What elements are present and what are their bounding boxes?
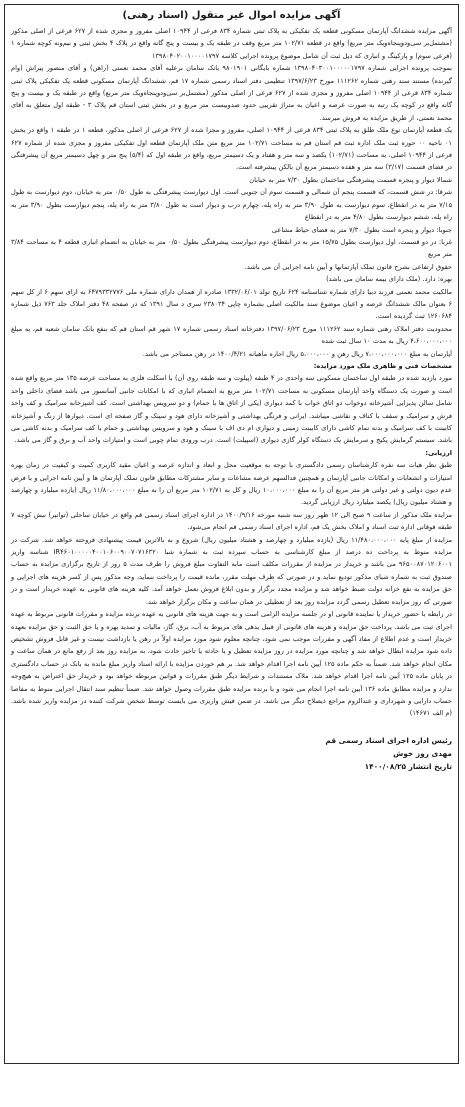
- notice-paragraph: در رابطه با حضور خریدار یا نماینده قانونی او در جلسه مزایده الزامی است و به جهت هزینه های قانونی به عهده برنده مزایده و مقررات قانونی مربوط به عهده اجرای ثبت می باشد. پرداخت حق مزایده و هزینه های قانونی از قبیل بدهی های مربوط به آب، برق، گاز، مالیات و تمدید بهره و یا حق الثبت و حق مزایده بعهده خریدار است و عدم اطلاع از مفاد آگهی و مقررات موجب نمی شود، چنانچه معلوم شود مورد مزایده اولاً در رهن یا بازداشت نیست و غیر قابل فروش تشخیص داده شود مزایده ابطال خواهد شد و چنانچه مورد مزایده در روز مزایده تعطیل و یا حادثه یا تاخیر حادث شود، به مزایده روز بعد از رفع مانع در همان ساعت و مکان انجام خواهد شد. ضمناً به حکم ماده ۱۲۵ آیین نامه اجرا اقدام خواهد شد. بر هم خوردن مزایده با ارائه اسناد واریز مبلغ مانده به بانک در حساب دادگستری در پایان ماده ۱۲۵ آیین نامه اجرا اقدام خواهد شد. ملاک مستندات و شرایط دیگر طبق مقررات و قوانین مربوطه خواهد بود و خریدار حق اعتراض به هیچ‌وجه ندارد و مزایده مطابق ماده ۱۳۶ آیین نامه اجرا انجام می شود و با برنده مزایده طبق مقررات وصول خواهد شد. ضمناً تنظیم سند انتقال اجرایی منوط به مفاصا حساب دارایی و شهرداری و عندالزوم مراجع ذیصلاح دیگر می باشد. در ضمن فیش واریزی می بایست توسط شخص شرکت کننده در مزایده واریز شده باشد. (م الف ۱۴۶۷۱): [11, 610, 452, 718]
- notice-paragraph: آپارتمان به مبلغ ۷،۰۰۰،۰۰۰،۰۰۰ ریال رهن و ۵،۰۰۰،۰۰۰ ریال اجاره ماهیانه ۱۴۰۰/۴/۲۱ در رهن مستاجر می باشد.: [142, 349, 452, 358]
- notice-paragraph: شمالا دیوار و پنجره قسمت پیشرفتگی ساختمان بطول ۷/۳۰ متر به خیابان: [249, 175, 452, 184]
- publication-date: تاریخ انتشار ۱۴۰۰/۰۸/۲۵: [364, 761, 452, 771]
- notice-paragraph: مالکیت محمد نعمتی فرزند دبیا دارای شماره شناسنامه ۶۲۴ تاریخ تولد ۱۳۳۲/۰۶/۰۱ صادره از همدان دارای شماره ملی ۶۴۷۹۳۳۲۷۷۶ به ازای سهم ۶ از کل سهم ۶ بعنوان مالک ششدانگ عرصه و اعیان موضوع سند مالکیت اصلی بشماره چاپی ۲۳۸۰۳۴ سری د سال ۱۳۹۱ که در صفحه ۴۸ دفتر املاک جلد ۷۶۳ ذیل شماره ۱۲۶۰۶۸۴ ثبت گردیده است.: [11, 287, 452, 321]
- notice-signature: [11, 734, 452, 773]
- notice-paragraph: جنوبا: دیوار و پنجره است بطول ۷/۳۰ متر به فضای حیاط مشاعی: [271, 225, 452, 234]
- notice-paragraph: غربا: در دو قسمت، اول دیوارست بطول ۱۵/۷۵ متر به در انقطاع، دوم دیوارست پیشرفتگی بطول ۰/۵۰ متر به خیابان به انضمام انباری قطعه ۴ به مساحت ۳/۸۴ متر مربع: [11, 237, 453, 259]
- notice-paragraph: محدودیت دفتر املاک رهنی شماره سند ۱۱۱۲۶۲ مورخ ۱۳۹۷/۰۶/۲۳ دفترخانه اسناد رسمی شماره ۱۷ شهر قم استان قم که بنفع بانک سامان شعبه قم، به مبلغ ۴،۶۰۰،۰۰۰،۰۰۰ ریال به مدت ۱۰ سال ثبت شده: [11, 324, 452, 346]
- auction-notice: [4, 4, 459, 1064]
- notice-title: آگهی مزایده اموال غیر منقول (اسناد رهنی): [122, 10, 341, 21]
- signatory-title: رئیس اداره اجرای اسناد رسمی قم: [325, 735, 452, 745]
- notice-subheading: مشخصات فنی و ظاهری ملک مورد مزایده:: [313, 361, 452, 370]
- notice-paragraph: مزایده از مبلغ پایه ۱۱/۴۸۰،۰۰۰،۰۰۰ ریال (یازده میلیارد و چهارصد و هشتاد میلیون ریال) شروع و به بالاترین قیمت پیشنهادی فروخته خواهد شد. شرکت در مزایده منوط به پرداخت ده درصد از مبلغ کارشناسی به حساب سپرده ثبت به شماره شبا IR۴۶۰۱۰۰۰۰۰۴۰۰۱۰۶۰۰۹۰۰۷۰۷۱۶۳۲۰ شناسه واریز ۹۶۵۰۰۸۷۰۱۲۰۶۰۰۱ می باشد و خریدار در مزایده از مقررات مکلف است مابه التفاوت مبلغ فروش را ظرف مدت ۵ روز از تاریخ برگزاری مزایده به حساب صندوق ثبت به شماره شبای مذکور تودیع نماید و در صورتی که ظرف مهلت مقرر، مانده قیمت را پرداخت ننماید، وجه مذکور پس از کسر هزینه های اجرایی و حق مزایده به نفع خزانه دولت ضبط خواهد شد و مزایده مجدد برگزار و بدون ابلاغ فروش بعمل خواهد آمد. کلیه هزینه های قانونی به عهده خریدار است و در صورتی که روز مزایده تعطیل رسمی گردد مزایده روز بعد از تعطیلی در همان ساعت و مکان برگزار خواهد شد.: [11, 535, 452, 606]
- notice-paragraph: آگهی مزایده ششدانگ آپارتمان مسکونی قطعه یک تفکیکی به پلاک ثبتی شماره ۸۳۴ فرعی از ۱۰۹۴۴ اصلی مفروز و مجزی شده از ۶۲۷ فرعی از اصلی مذکور (مشتمل‌بر سی‌ودوپنجاه‌ویک متر مربع) واقع در قطعه ۱۰۲/۷۱ متر مربع وقف در طبقه یک و بیست و پنج گانه واقع در پلاک ۴ بخش ثبتی و نیم‌ونه کوچه شماره ۱ (فرعی سوم) و پارکینگ و انباری که ذیل ثبت آن شامل موضوع پرونده اجرایی کلاسه ۱۳۹۸۰۴۰۲۰۰۱۰۰۰۰۱۷۹۷: [11, 27, 452, 60]
- notice-paragraph: حقوق ارتفاعی بشرح قانون تملک آپارتمانها و آیین نامه اجرایی آن می باشد.: [244, 262, 452, 271]
- notice-paragraph: طبق نظر هیات سه نفره کارشناسان رسمی دادگستری با توجه به موقعیت محل و ابعاد و اندازه عرصه و اعیان مقید کاربری کمیت و کیفیت در زمان بهره امتیازات و انشعابات و امکانات جانبی آپارتمان و همچنین فدالسهم عرصه مشاعات و سایر مشترکات مطابق قانون تملک آپارتمان ها و آیین نامه اجرایی و با فرض عدم دیون دولتی و غیر دولتی هر متر مربع آن را به مبلغ ۱۰،۰۰۰،۰۰۰ ریال و کل به ۱۰۲/۷۱ متر مربع آن را به مبلغ ۱۱/۸۰،۰۰۰،۰۰۰ ریال (یازده میلیارد و چهارصد و هشتاد میلیون ریال) یکصد میلیارد ریال ارزیابی گردید.: [11, 461, 452, 507]
- notice-paragraph: شرقا: در شش قسمت، که قسمت پنجم آن شمالی و قسمت سوم آن جنوبی است. اول دیوارست پیشرفتگی به طول ۰/۵۰ متر به خیابان، دوم دیوارست به طول ۷/۱۵ متر به در انقطاع، سوم دیوارست به طول ۳/۹۰ متر به راه پله، چهارم درب و دیوار است به طول ۳/۸۰ متر به راه پله، پنجم دیوارست بطول ۳/۹۰ متر به راه پله، ششم دیوارست بطول ۴/۸۰ متر به در انقطاع: [11, 188, 453, 222]
- notice-paragraph: بموجب پرونده اجرایی شماره ۱۳۹۸۰۴۰۳۰۰۱۰۰۰۰۰۱۷۹۷ شماره بایگانی ۹۸۰۱۹۰۱ بانک سامان برعلیه آقای محمد نعمتی (راهن) و آقای منصور پیراش (وام گیرنده) مستند سند رهنی شماره ۱۱۱۲۶۲ مورخ ۱۳۹۷/۶/۲۳ تنظیمی دفتر اسناد رسمی شماره ۱۷ قم، ششدانگ آپارتمان مسکونی قطعه یک تفکیکی پلاک ثبتی شماره ۸۳۴ فرعی از ۱۰۹۴۴ اصلی مفروز و مجزی شده از ۶۲۷ فرعی از اصلی مذکور (مشتمل‌بر سی‌ودوپنجاه‌ویک متر مربع) واقع در طبقه یک و بیست و پنج گانه واقع در کوچه یک رتبه به صورت عرصه و اعیان به متراژ تقریبی حدود صدوبیست متر مربع و در بخش ثبتی استان قم پلاک ۳ - طبقه اول متعلق به آقای محمد نعمتی، از طریق مزایده به فروش میرسد.: [11, 64, 452, 122]
- notice-subheading: ارزیابی:: [425, 448, 452, 457]
- notice-paragraph: مزایده ملک مذکور از ساعت ۹ صبح الی ۱۲ ظهر روز سه شنبه مورخه ۱۴۰۰/۹/۱۶ در اداره اجرای اسناد رسمی قم واقع در خیابان ساحلی (توانیر) نبش کوچه ۷ طبقه فوقانی اداره ثبت اسناد و املاک بخش یک قم، اداره اجرای اسناد رسمی قم انجام می‌شود.: [11, 510, 453, 532]
- signatory-name: مهدی روز خوش: [393, 748, 452, 758]
- notice-paragraph: یک قطعه آپارتمان نوع ملک طلق به پلاک ثبتی ۸۳۴ فرعی از ۱۰۹۴۴ اصلی، مفروز و مجزا شده از ۶۲۷ فرعی از اصلی مذکور، قطعه ۱ در طبقه ۱ واقع در بخش ۰۱ ناحیه ۰۰ حوزه ثبت ملک اداره ثبت قم استان قم به مساحت ۱۰۲/۷۱ متر مربع متن ملک آپارتمان قطعه اول تفکیکی مفروز و مجزی شده از شماره ۶۲۷ فرعی از ۱۰۹۴۴ اصلی، به مساحت (۱۰۲/۷۱) یکصد و سه متر و هفتاد و یک دسیمتر مربع، واقع در طبقه اول که (۵/۴) پنج متر و چهل دسیمتر مربع آن پیشرفتگی در فضای قسمت (۳/۱۷) سه متر و هفده دسیمتر مربع آن بالکن پیشرفته است.: [11, 126, 452, 172]
- notice-paragraph: مورد بازدید شده در طبقه اول ساختمان مسکونی سه واحدی در ۴ طبقه (پیلوت و سه طبقه روی آن) با اسکلت فلزی به مساحت عرصه ۱۳۵ متر مربع واقع شده است و صورت یک دستگاه واحد آپارتمان مسکونی به مساحت ۱۰۲/۷۱ متر مربع به انضمام انباری که با امکانات جانبی آسانسور می باشد فضای داخلی واحد شامل سالن پذیرایی آشپزخانه دوخواب دو اتاق خواب با کمد دیواری (یکی از اتاق ها با حمام) و دو سرویس بهداشتی است. کف آشپزخانه سرامیک و کف واحد فرش و سرامیک و سقف با کناف و نقاشی میباشد. ایرانی و فرنگی بهداشتی و آشپزخانه دارای هود و سینک و گاز صفحه ای است. دیوارها از رنگ و آشپزخانه کابینت با کف سرامیک و بدنه تمام کاشی دارای کابینت زمینی و دیواری ام دی اف با سینک و هود و سرویس بهداشتی و حمام با کف سرامیک و بدنه کاشی می باشد. سیستم گرمایش پکیج و سرمایش یک دستگاه کولر گازی دیواری (اسپیلت) است. درب ورودی تمام چوبی است و امتیازات واحد آب و برق و گاز می باشد.: [11, 374, 452, 445]
- notice-paragraph: بهره: دارد. (ملک دارای بیمه سامان می باشد): [326, 275, 452, 284]
